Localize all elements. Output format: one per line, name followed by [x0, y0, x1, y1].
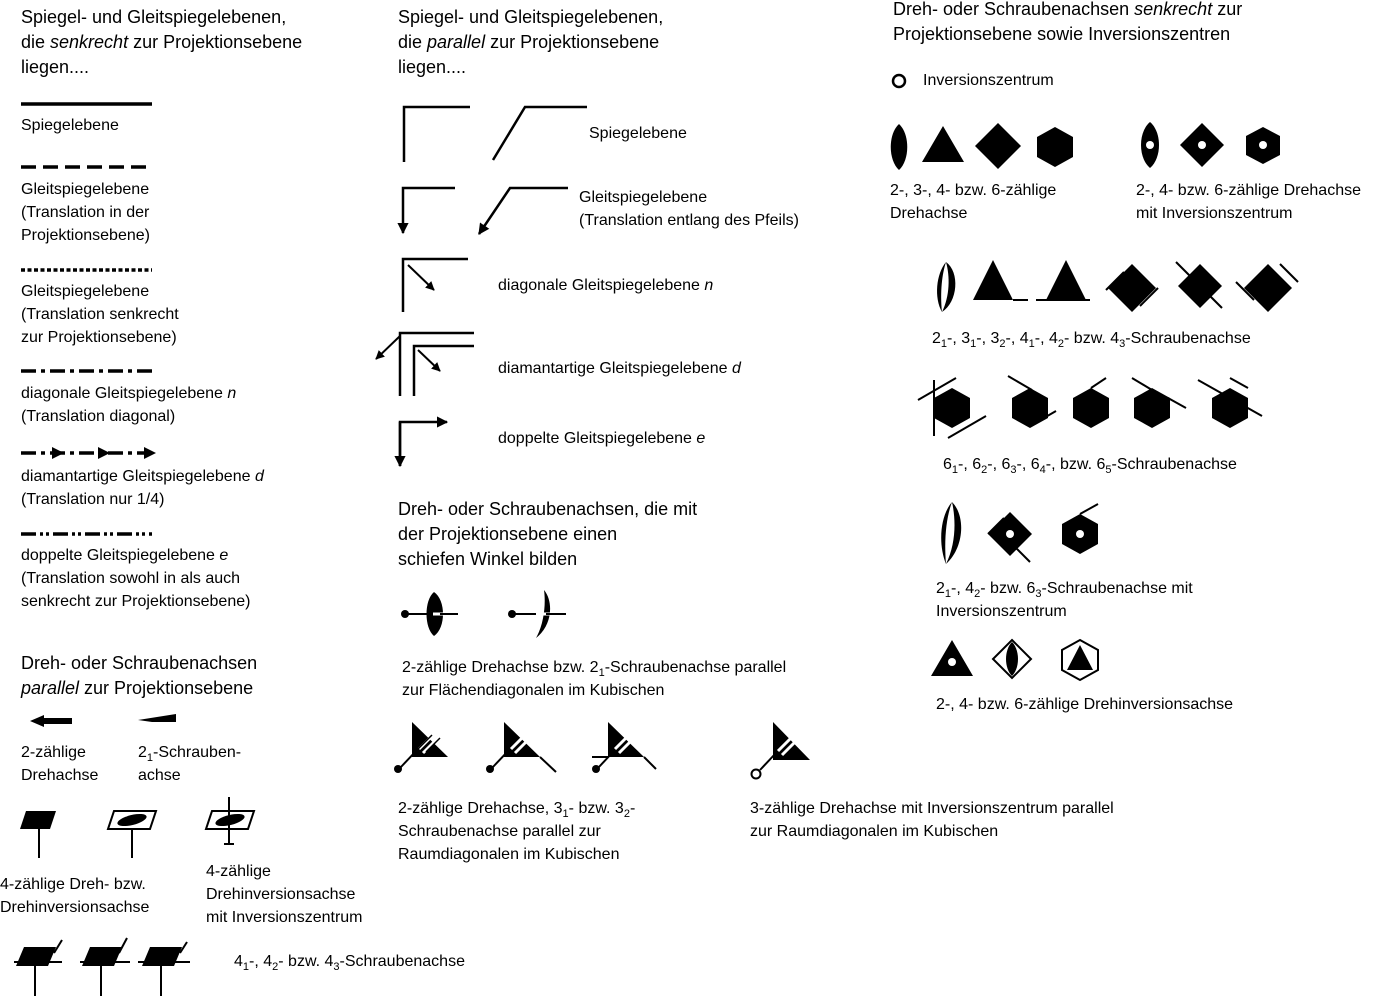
screw-31-icon	[973, 260, 1028, 300]
rotation-inv-axes-label: 2-, 4- bzw. 6-zählige Drehachse mit Inversionszentrum	[1136, 182, 1361, 222]
twofold-inv-axis-icon	[1141, 122, 1159, 168]
glide-d-parallel-label: diamantartige Gleitspiegelebene d	[498, 360, 741, 377]
twofold-rotoinversion-icon	[931, 640, 973, 676]
glide-n-parallel-label: diagonale Gleitspiegelebene n	[498, 277, 714, 294]
glide-a-label: Gleitspiegelebene (Translation in der Projektionsebene)	[21, 181, 150, 244]
screw-inv-label: $2_1-$, $4_2-$ bzw. $6_3$-Schraubenachse mit Inversionszentrum	[936, 580, 1193, 620]
face-diag-label: 2-zählige Drehachse bzw. $2_1$-Schraubenachse parallel zur Flächendiagonalen im Kubischen	[402, 659, 787, 699]
diamond-glide-d-line	[21, 447, 156, 459]
threefold-inv-space-diag-icon	[752, 722, 811, 779]
screw-42-icon	[1176, 262, 1222, 308]
screw-21-icon	[937, 262, 955, 312]
rotation-axes-label: 2-, 3-, 4- bzw. 6-zählige Drehachse	[890, 182, 1057, 222]
fourfold-inv-axis-icon	[1180, 123, 1224, 167]
twofold-oblique-icon	[401, 592, 458, 636]
screw4-parallel-label: $4_1-$, $4_2-$ bzw. $4_3$-Schraubenachse	[234, 953, 465, 973]
inversion-center-label: Inversionszentrum	[923, 72, 1054, 89]
col1-heading	[21, 5, 302, 80]
inversion-center-icon	[893, 75, 905, 87]
twofold-screw-half-arrow-icon	[138, 714, 176, 722]
fourfold-inv-parallel-label: 4-zählige Drehinversionsachse mit Inversionszentrum	[206, 863, 363, 926]
sixfold-inv-axis-icon	[1246, 127, 1280, 164]
screw-43-icon	[1236, 264, 1298, 312]
screw21-parallel-label: $2_1-Schrauben-$ achse	[138, 744, 242, 784]
sixfold-rotoinversion-icon	[1062, 640, 1098, 680]
screw-31-space-diag-icon	[486, 722, 556, 773]
screw-32-icon	[1036, 260, 1090, 300]
screw-64-icon	[1132, 378, 1186, 428]
glide-n-label: diagonale Gleitspiegelebene n (Translation diagonal)	[21, 385, 237, 425]
screw-63-icon	[1073, 378, 1109, 428]
fourfold-rotoinversion-parallel-icon	[108, 811, 156, 858]
fourfold-axis-icon	[975, 123, 1021, 169]
screw-62-icon	[1008, 376, 1056, 428]
screw-43-parallel-icon	[138, 942, 190, 996]
diagonal-glide-parallel-icon	[403, 259, 468, 312]
glide-parallel-corner-icon	[403, 188, 455, 233]
diamond-glide-parallel-icon	[376, 333, 474, 396]
fourfold-rotoinversion-inv-icon	[206, 797, 254, 844]
fourfold-rotoinversion-icon	[993, 640, 1031, 678]
screw-42-parallel-icon	[80, 938, 130, 996]
twofold-axis-arrow-icon	[30, 715, 72, 727]
screw-63-inv-icon	[1062, 504, 1098, 554]
oblique-heading: Dreh- oder Schraubenachsen, die mit der Projektionsebene einen schiefen Winkel bilden	[398, 499, 698, 569]
glide-parallel-slanted-icon	[479, 188, 568, 234]
screw-21-oblique-icon	[508, 590, 566, 638]
mirror-parallel-label: Spiegelebene	[589, 125, 687, 142]
fourfold-parallel-label: 4-zählige Dreh- bzw. Drehinversionsachse	[0, 876, 150, 916]
screw-32-space-diag-icon	[592, 722, 656, 773]
screw-65-icon	[1198, 378, 1262, 428]
mirror-parallel-corner-icon	[404, 107, 470, 162]
mirror-parallel-slanted-icon	[493, 107, 587, 160]
parallel-axes-heading: Dreh- oder Schraubenachsen parallel zur Projektionsebene	[21, 653, 258, 698]
twofold-parallel-label: 2-zählige Drehachse	[21, 744, 99, 784]
col1-heading-line1: Spiegel- und Gleitspiegelebenen,	[21, 7, 287, 27]
twofold-axis-icon	[891, 124, 908, 170]
glide-parallel-label: Gleitspiegelebene (Translation entlang des Pfeils)	[579, 189, 799, 229]
col1-heading-line3: liegen....	[21, 57, 90, 77]
screw-42-inv-icon	[988, 512, 1032, 562]
fourfold-axis-parallel-icon	[20, 811, 56, 858]
space-diag-inv-label: 3-zählige Drehachse mit Inversionszentrum parallel zur Raumdiagonalen im Kubischen	[750, 800, 1114, 840]
glide-e-label: doppelte Gleitspiegelebene e (Translation sowohl in als auch senkrecht zur Projektionsebene)	[21, 547, 251, 610]
sixfold-axis-icon	[1037, 127, 1073, 167]
screw-axes-b-label: $6_1-$, $6_2-$, $6_3-$, $6_4-$, bzw. $6_5$-Schraubenachse	[943, 456, 1237, 476]
col3-heading: Dreh- oder Schraubenachsen senkrecht zur Projektionsebene sowie Inversionszentren	[893, 0, 1243, 44]
mirror-label: Spiegelebene	[21, 117, 119, 134]
screw-61-icon	[918, 378, 986, 438]
space-diag-label: 2-zählige Drehachse, $3_1-$ bzw. $3_2-$ Schraubenachse parallel zur Raumdiagonalen im Kubischen	[398, 800, 636, 863]
col1-heading-line2: die senkrecht zur Projektionsebene	[21, 32, 303, 52]
screw-41-icon	[1106, 264, 1158, 312]
glide-d-label: diamantartige Gleitspiegelebene d (Translation nur 1/4)	[21, 468, 264, 508]
threefold-space-diag-icon	[394, 722, 448, 773]
threefold-axis-icon	[922, 126, 964, 162]
rotoinversion-label: 2-, 4- bzw. 6-zählige Drehinversionsachse	[936, 696, 1234, 713]
glide-b-label: Gleitspiegelebene (Translation senkrecht zur Projektionsebene)	[21, 283, 179, 346]
double-glide-parallel-icon	[400, 422, 447, 466]
screw-axes-a-label: $2_1-$, $3_1-$, $3_2-$, $4_1-$, $4_2-$ bzw. $4_3$-Schraubenachse	[932, 330, 1251, 350]
screw-41-parallel-icon	[14, 940, 62, 996]
col2-heading: Spiegel- und Gleitspiegelebenen, die parallel zur Projektionsebene liegen....	[398, 7, 664, 77]
glide-e-parallel-label: doppelte Gleitspiegelebene e	[498, 430, 706, 447]
screw-21-inv-icon	[941, 502, 961, 564]
